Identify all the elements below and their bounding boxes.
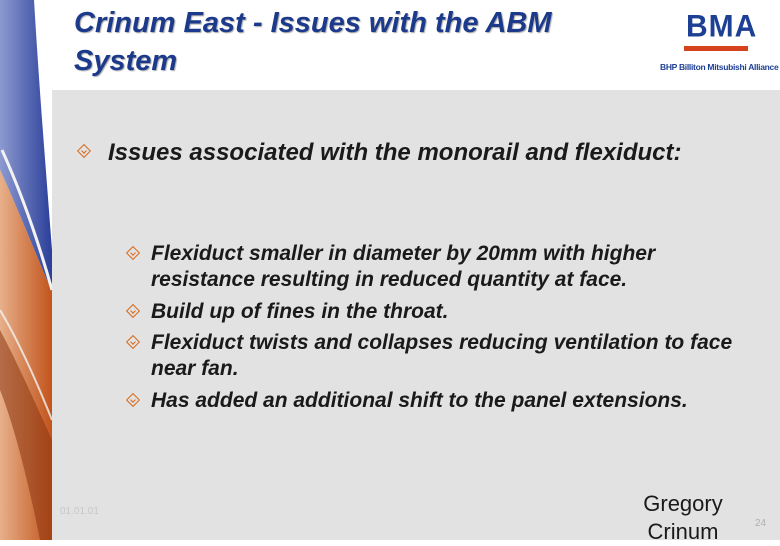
sub-bullet-text: Flexiduct smaller in diameter by 20mm with higher resistance resulting in reduced quantity at face. [151, 242, 656, 291]
sub-bullet-text: Has added an additional shift to the panel extensions. [151, 389, 688, 412]
main-bullet-text: Issues associated with the monorail and flexiduct: [108, 139, 682, 166]
footer-presenter [628, 490, 738, 546]
footer-presenter-line-1: Gregory [643, 491, 723, 516]
footer-presenter-line-2: Crinum [647, 519, 719, 544]
sub-bullet-text: Flexiduct twists and collapses reducing ventilation to face near fan. [151, 331, 733, 380]
bma-logo-subtitle: BHP Billiton Mitsubishi Alliance [660, 62, 779, 72]
bma-logo-mark: BMA [686, 9, 758, 44]
slide-title-line-1: Crinum East - Issues with the ABM [74, 7, 552, 39]
footer-date: 01.01.01 [60, 506, 99, 517]
slide-title-line-2: System [74, 45, 178, 77]
sub-bullet-text: Build up of fines in the throat. [151, 300, 449, 323]
slide-title [74, 4, 634, 80]
bma-logo [656, 9, 779, 75]
page-number: 24 [755, 518, 767, 529]
bma-logo-bar [684, 46, 748, 51]
